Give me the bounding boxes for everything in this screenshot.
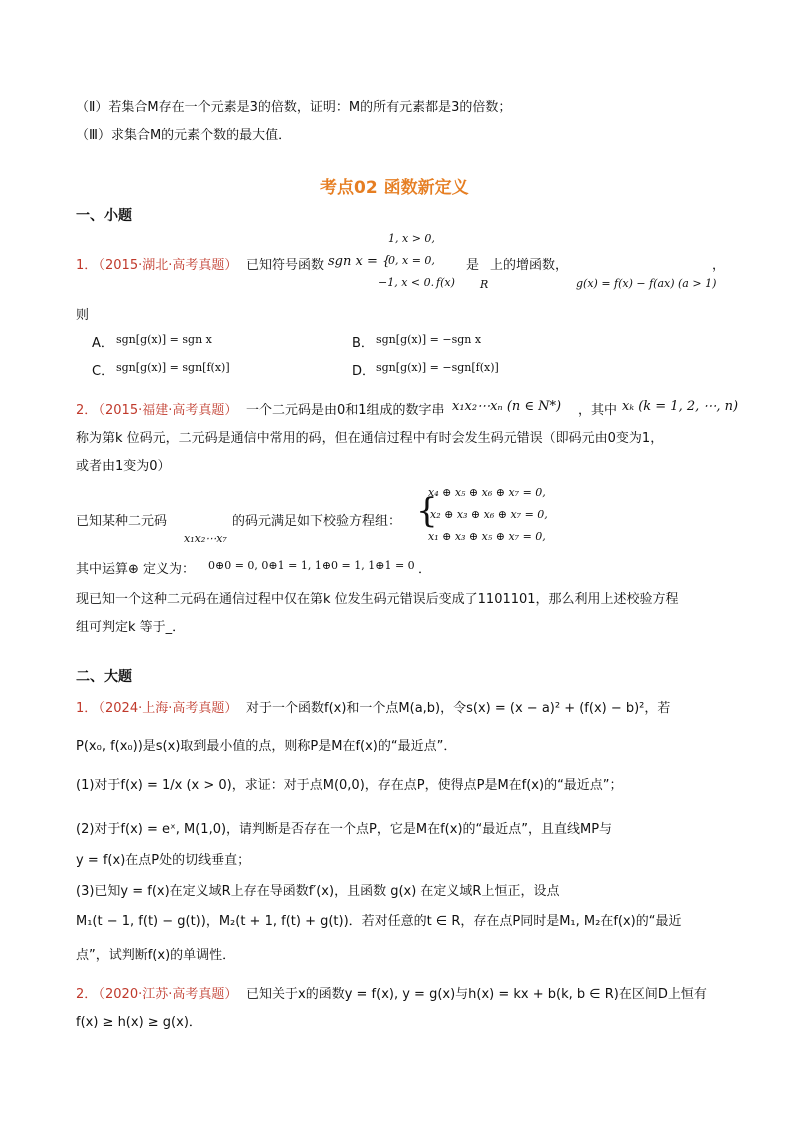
system-brace: { xyxy=(416,491,438,531)
question-part-3: （Ⅲ）求集合M的元素个数的最大值． xyxy=(76,128,292,143)
p2-code: x₁x₂⋯x₇ xyxy=(184,532,227,545)
p2-line4-a: 已知某种二元码 xyxy=(76,514,168,529)
question-part-2: （Ⅱ）若集合M存在一个元素是3的倍数，证明：M的所有元素都是3的倍数； xyxy=(76,100,512,115)
option-b-letter: B． xyxy=(352,336,374,351)
p2-line5-a: 其中运算⊕ 定义为： xyxy=(76,562,196,577)
q1-sub3c: 点”，试判断f(x)的单调性． xyxy=(76,948,236,963)
q2-number: 2． xyxy=(76,987,98,1002)
p1-source: （2015·湖北·高考真题） xyxy=(92,258,238,273)
part2-heading: 二、大题 xyxy=(76,669,132,685)
q1-line1: 对于一个函数f(x)和一个点M(a,b)，令s(x) = (x − a)² + (f(x) − b)²，若 xyxy=(246,701,671,716)
option-d-letter: D． xyxy=(352,364,376,379)
p1-comma: ， xyxy=(712,258,726,273)
p2-line2: 称为第k 位码元，二元码是通信中常用的码，但在通信过程中有时会发生码元错误（即码元由0变为1， xyxy=(76,431,664,446)
p2-string: x₁x₂⋯xₙ (n ∈ N*) xyxy=(452,399,562,414)
p2-text-b: ，其中 xyxy=(578,403,618,418)
option-a-letter: A． xyxy=(92,336,114,351)
sgn-case-1: 1, x > 0, xyxy=(388,232,435,245)
p1-text-b: 上的增函数， xyxy=(490,258,569,273)
option-c-letter: C． xyxy=(92,364,115,379)
p2-line5-b: ． xyxy=(418,562,432,577)
p2-ops: 0⊕0 = 0, 0⊕1 = 1, 1⊕0 = 1, 1⊕1 = 0 xyxy=(208,559,415,572)
q2-line2: f(x) ≥ h(x) ≥ g(x)． xyxy=(76,1015,202,1030)
p2-number: 2． xyxy=(76,403,98,418)
sgn-case-3: −1, x < 0. xyxy=(378,276,435,289)
sgn-lhs: sgn x = { xyxy=(328,254,391,269)
q2-line1: 已知关于x的函数y = f(x), y = g(x)与h(x) = kx + b(k, b ∈ R)在区间D上恒有 xyxy=(246,987,707,1002)
option-a-expr: sgn[g(x)] = sgn x xyxy=(116,333,212,346)
p2-source: （2015·福建·高考真题） xyxy=(92,403,238,418)
p2-line6: 现已知一个这种二元码在通信过程中仅在第k 位发生码元错误后变成了1101101，那么利用上述校验方程 xyxy=(76,592,679,607)
p1-gx: g(x) = f(x) − f(ax) (a > 1) xyxy=(576,277,717,290)
p1-text-a: 已知符号函数 xyxy=(246,258,325,273)
p1-R: R xyxy=(480,278,489,291)
q2-source: （2020·江苏·高考真题） xyxy=(92,987,238,1002)
p1-number: 1． xyxy=(76,258,98,273)
option-d-expr: sgn[g(x)] = −sgn[f(x)] xyxy=(376,361,499,374)
part1-heading: 一、小题 xyxy=(76,208,132,224)
p2-line7: 组可判定k 等于_． xyxy=(76,620,186,635)
q1-sub3a: (3)已知y = f(x)在定义域R上存在导函数f′(x)，且函数 g(x) 在定义域R上恒正，设点 xyxy=(76,884,560,899)
q1-number: 1． xyxy=(76,701,98,716)
q1-sub2a: (2)对于f(x) = eˣ, M(1,0)，请判断是否存在一个点P，它是M在f(x)的“最近点”，且直线MP与 xyxy=(76,822,613,837)
p1-then: 则 xyxy=(76,308,90,323)
q1-line2: P(x₀, f(x₀))是s(x)取到最小值的点，则称P是M在f(x)的“最近点”． xyxy=(76,739,457,754)
option-c-expr: sgn[g(x)] = sgn[f(x)] xyxy=(116,361,230,374)
option-b-expr: sgn[g(x)] = −sgn x xyxy=(376,333,482,346)
p2-line4-b: 的码元满足如下校验方程组： xyxy=(232,514,402,529)
q1-sub3b: M₁(t − 1, f(t) − g(t))，M₂(t + 1, f(t) + g(t))．若对任意的t ∈ R，存在点P同时是M₁, M₂在f(x)的“最近 xyxy=(76,914,682,929)
q1-sub2b: y = f(x)在点P处的切线垂直； xyxy=(76,853,251,868)
check-eq-3: x₁ ⊕ x₃ ⊕ x₅ ⊕ x₇ = 0, xyxy=(428,530,546,543)
check-eq-1: x₄ ⊕ x₅ ⊕ x₆ ⊕ x₇ = 0, xyxy=(428,486,546,499)
check-eq-2: x₂ ⊕ x₃ ⊕ x₆ ⊕ x₇ = 0, xyxy=(430,508,548,521)
p2-xk: xₖ (k = 1, 2, ⋯, n) xyxy=(622,399,739,414)
p1-is: 是 xyxy=(466,258,480,273)
p2-line3: 或者由1变为0） xyxy=(76,459,171,474)
q1-sub1: (1)对于f(x) = 1/x (x > 0)，求证：对于点M(0,0)，存在点P，使得点P是M在f(x)的“最近点”； xyxy=(76,778,623,793)
p1-fx: f(x) xyxy=(436,276,455,289)
section-title: 考点02 函数新定义 xyxy=(320,178,469,198)
q1-source: （2024·上海·高考真题） xyxy=(92,701,238,716)
p2-text-a: 一个二元码是由0和1组成的数字串 xyxy=(246,403,445,418)
sgn-case-2: 0, x = 0, xyxy=(388,254,435,267)
